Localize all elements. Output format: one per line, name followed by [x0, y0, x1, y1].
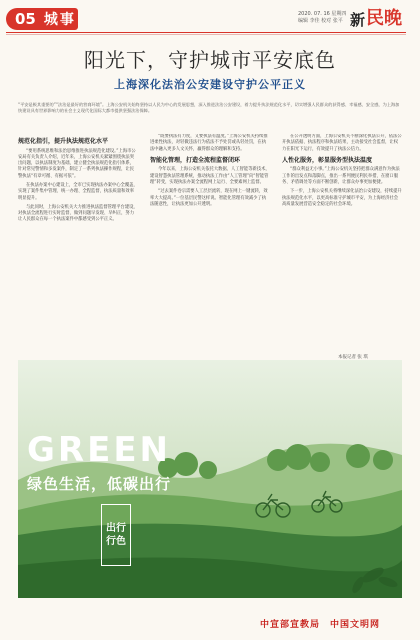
column-2-paragraph: “既要执法有力度，又要执法有温度。”上海公安机关持续推进柔性执法，对轻微违法行为依法不予处罚或从轻处罚，在执法中融入更多人文关怀，赢得群众的理解和支持。	[150, 134, 268, 152]
column-1-paragraph: “要用系统思维和法治思维推进执法规范化建设。”上海市公安局有关负责人介绍，近年来，上海公安机关紧紧围绕执法突出问题，以执法制度为基础，建立健全执法规范化指引体系，针对常见警情和多发案件，制定了一系列执法操作规程，让民警执法“有章可循、有据可依”。	[18, 148, 136, 179]
stamp-text-top: 出行	[106, 523, 126, 534]
column-2-heading: 智能化管理，打造全流程监督闭环	[150, 156, 241, 164]
issue-date: 2020. 07. 16 星期四	[298, 11, 347, 17]
article-column-3	[282, 134, 402, 360]
column-1-heading: 规范化指引，提升执法规范化水平	[18, 138, 109, 145]
article-column-1	[18, 134, 138, 360]
column-3-paragraph: 下一步，上海公安机关将继续深化法治公安建设，持续提升执法规范化水平，以更高标准守护城市平安，为上海经济社会高质量发展营造安全稳定的社会环境。	[282, 189, 402, 207]
section-badge	[6, 8, 78, 30]
footer-credit: 中宣部宣教局 中国文明网	[259, 620, 380, 630]
logo-part-b: 民晚	[366, 8, 403, 29]
header-divider	[6, 32, 406, 33]
column-2-paragraph: “过去案件卷宗需要人工层层流转，现在网上一键流转，效率大大提高。”一位基层民警这样说。智能化管理有效减少了执法随意性，让执法更加公开透明。	[150, 189, 268, 207]
article-column-2	[150, 134, 270, 360]
newspaper-logo	[350, 6, 412, 30]
column-1-paragraph: 在执法办案中心建设上，全市已实现执法办案中心全覆盖，实现了案件集中管理、统一办理、全程监督，执法质量和效率明显提升。	[18, 182, 138, 201]
logo-part-a: 新	[350, 11, 366, 29]
article-lead: “平安是极其重要的”“法治是最好的营商环境”。上海公安机关始终坚持以人民为中心的发展思想，深入推进法治公安建设，着力提升执法规范化水平，切实增强人民群众的获得感、幸福感、安全感，为上海加快建设具有世界影响力的社会主义现代化国际大都市提供坚强法治保障。	[18, 102, 400, 114]
section-name: 城事	[43, 12, 76, 28]
green-headline-text: GREEN	[27, 430, 171, 470]
column-2-paragraph: 今年以来，上海公安机关依托大数据、人工智能等新技术，建设智慧执法管理系统，推动执法工作由“人工管理”向“智能管理”转变，实现执法办案全流程网上运行、全要素网上监督。	[150, 167, 270, 185]
green-slogan-text: 绿色生活，低碳出行	[27, 475, 172, 493]
section-number: 05	[15, 10, 36, 28]
article-author: 本报记者 张 琪	[338, 355, 368, 360]
header-divider-thin	[6, 34, 406, 35]
article-headline: 阳光下，守护城市平安底色	[84, 48, 336, 72]
seal-stamp	[101, 504, 131, 566]
stamp-text-bottom: 行色	[106, 536, 126, 547]
column-1-paragraph: 与此同时，上海公安机关大力推进执法监督管理平台建设，对执法全流程进行实时监督，做到问题早发现、早纠正，努力让人民群众在每一个执法案件中都感受到公平正义。	[18, 204, 138, 223]
issue-meta	[298, 11, 346, 25]
public-service-ad-image	[18, 360, 402, 598]
column-3-paragraph: “群众利益无小事。”上海公安机关坚持把群众满意作为执法工作的出发点和落脚点，推出一系列便民利民举措，在窗口服务、矛盾调处等方面不断创新，让群众办事更加便捷。	[282, 167, 400, 185]
article-subheadline: 上海深化法治公安建设守护公平正义	[114, 78, 306, 91]
column-3-heading: 人性化服务，彰显服务型执法温度	[282, 156, 373, 164]
column-3-paragraph: 在公开透明方面，上海公安机关不断深化执法公开，依法公开执法依据、执法程序和执法结果，主动接受社会监督，让权力在阳光下运行，有效提升了执法公信力。	[282, 134, 402, 152]
issue-editors: 编辑 李佳 校对 张平	[298, 18, 343, 24]
